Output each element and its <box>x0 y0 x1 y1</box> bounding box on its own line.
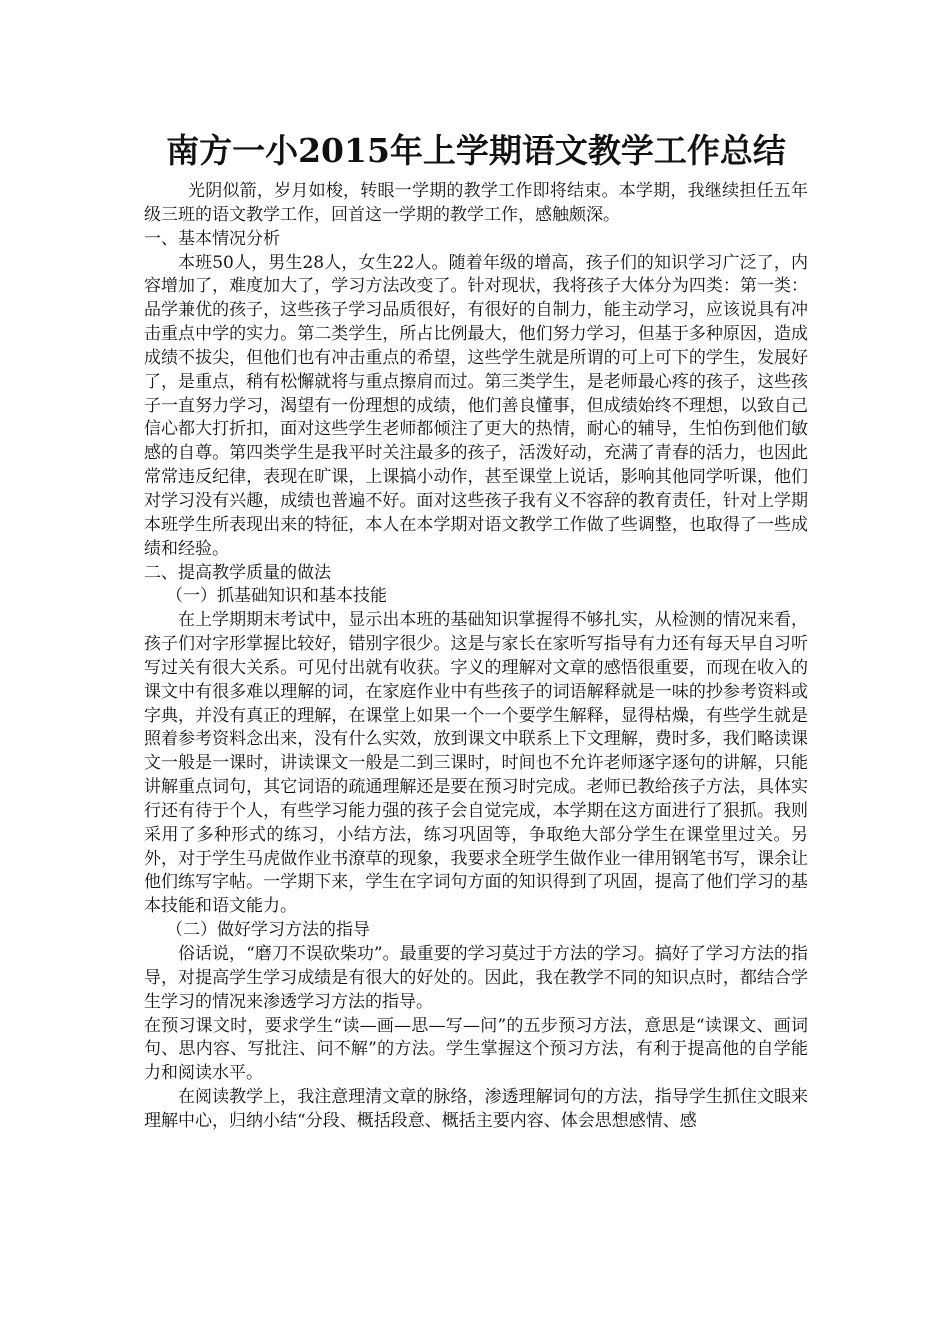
subsection-1-paragraph: 在上学期期末考试中，显示出本班的基础知识掌握得不够扎实，从检测的情况来看，孩子们对字形掌握比较好，错别字很少。这是与家长在家听写指导有力还有每天早自习听写过关有很大关系。可见付出就有收获。字义的理解对文章的感悟很重要，而现在收入的课文中有很多难以理解的词，在家庭作业中有些孩子的词语解释就是一味的抄参考资料或字典，并没有真正的理解，在课堂上如果一个一个要学生解释，显得枯燥，有些学生就是照着参考资料念出来，没有什么实效，放到课文中联系上下文理解，费时多，我们略读课文一般是一课时，讲读课文一般是二到三课时，时间也不允许老师逐字逐句的讲解，只能讲解重点词句，其它词语的疏通理解还是要在预习时完成。老师已教给孩子方法，具体实行还有待于个人，有些学习能力强的孩子会自觉完成，本学期在这方面进行了狠抓。我则采用了多种形式的练习，小结方法，练习巩固等，争取绝大部分学生在课堂里过关。另外，对于学生马虎做作业书潦草的现象，我要求全班学生做作业一律用钢笔书写，课余让他们练写字帖。一学期下来，学生在字词句方面的知识得到了巩固，提高了他们学习的基本技能和语文能力。 <box>144 610 808 917</box>
document-title: 南方一小2015年上学期语文教学工作总结 <box>166 131 786 170</box>
subsection-1-heading: （一）抓基础知识和基本技能 <box>166 586 387 607</box>
section-1-paragraph: 本班50人，男生28人，女生22人。随着年级的增高，孩子们的知识学习广泛了，内容增加了，难度加大了，学习方法改变了。针对现状，我将孩子大体分为四类：第一类：品学兼优的孩子，这些孩子学习品质很好，有很好的自制力，能主动学习，应该说具有冲击重点中学的实力。第二类学生，所占比例最大，他们努力学习，但基于多种原因，造成成绩不拔尖，但他们也有冲击重点的希望，这些学生就是所谓的可上可下的学生，发展好了，是重点，稍有松懈就将与重点擦肩而过。第三类学生，是老师最心疼的孩子，这些孩子一直努力学习，渴望有一份理想的成绩，他们善良懂事，但成绩始终不理想，以致自己信心都大打折扣，面对这些学生老师都倾注了更大的热情，耐心的辅导，生怕伤到他们敏感的自尊。第四类学生是我平时关注最多的孩子，活泼好动，充满了青春的活力，也因此常常违反纪律，表现在旷课，上课搞小动作，甚至课堂上说话，影响其他同学听课，他们对学习没有兴趣，成绩也普遍不好。面对这些孩子我有义不容辞的教育责任，针对上学期本班学生所表现出来的特征，本人在本学期对语文教学工作做了些调整，也取得了一些成绩和经验。 <box>144 252 808 559</box>
section-1-heading: 一、基本情况分析 <box>144 228 280 249</box>
section-2-heading: 二、提高教学质量的做法 <box>144 562 331 583</box>
subsection-2-paragraph-1: 俗话说，“磨刀不误砍柴功”。最重要的学习莫过于方法的学习。搞好了学习方法的指导，对提高学生学习成绩是有很大的好处的。因此，我在教学不同的知识点时，都结合学生学习的情况来渗透学习方法的指导。 <box>144 944 808 1012</box>
subsection-2-heading: （二）做好学习方法的指导 <box>166 920 370 941</box>
subsection-2-paragraph-2: 在预习课文时，要求学生“读—画—思—写—问”的五步预习方法，意思是“读课文、画词句、思内容、写批注、问不解”的方法。学生掌握这个预习方法，有利于提高他的自学能力和阅读水平。 <box>144 1015 808 1084</box>
subsection-2-paragraph-3: 在阅读教学上，我注意理清文章的脉络，渗透理解词句的方法，指导学生抓住文眼来理解中心，归纳小结“分段、概括段意、概括主要内容、体会思想感情、感 <box>144 1087 808 1131</box>
document-body <box>144 130 808 1134</box>
intro-paragraph: 光阴似箭，岁月如梭，转眼一学期的教学工作即将结束。本学期，我继续担任五年级三班的语文教学工作，回首这一学期的教学工作，感触颇深。 <box>144 181 808 225</box>
